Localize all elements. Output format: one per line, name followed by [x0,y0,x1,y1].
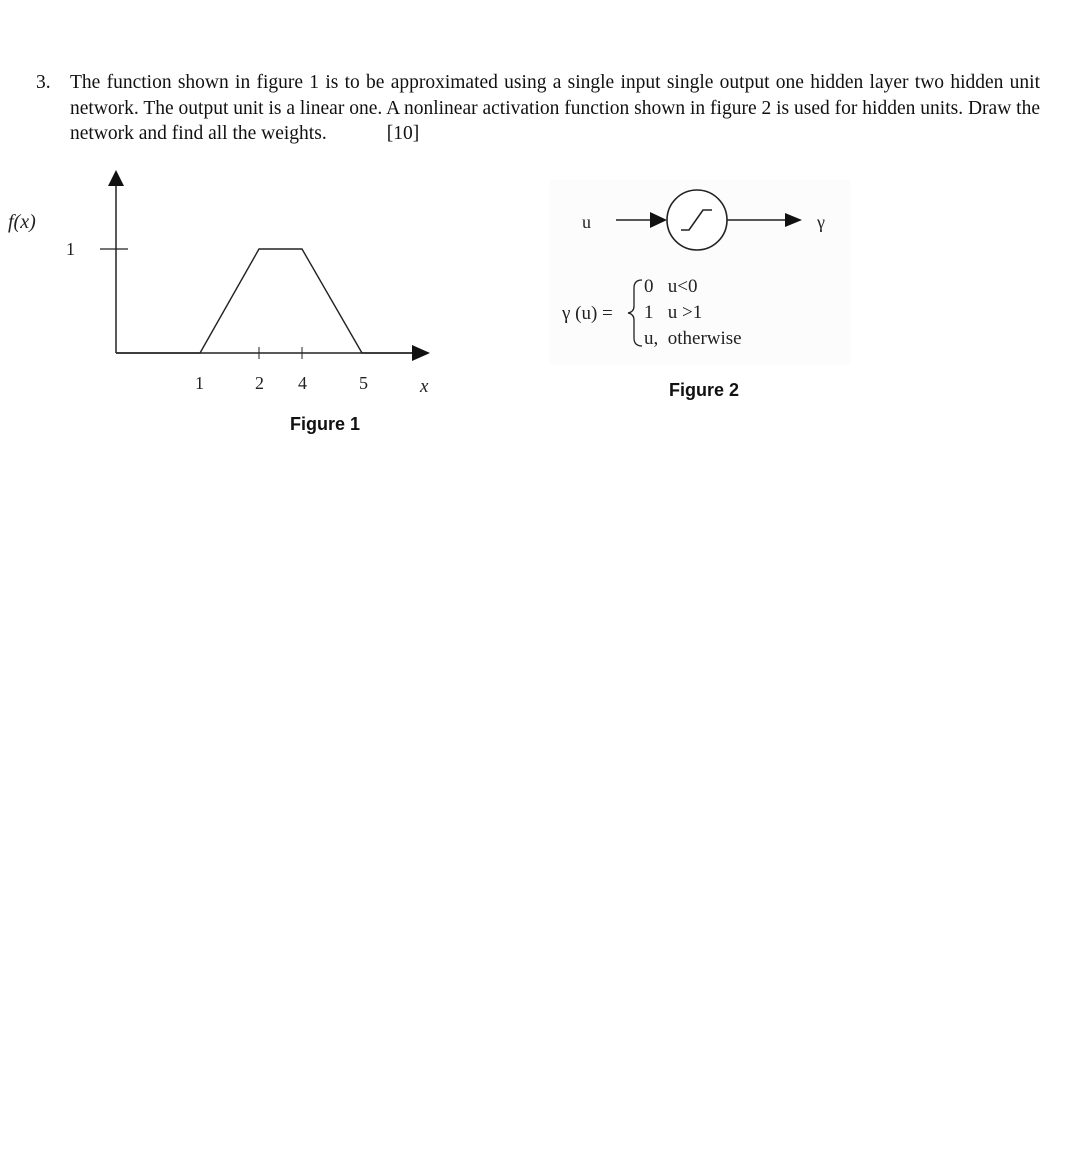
question-text: The function shown in figure 1 is to be approximated using a single input single output one hidden layer two hidden unit network. The output unit is a linear one. A nonlinear activation function shown in figure 2 is used for hidden units. Draw the network and find all the weights. [70,72,1040,144]
x-tick-label-1: 1 [195,373,204,393]
x-axis-arrow [412,345,430,361]
figure-1-chart [0,160,470,400]
x-tick-label-4: 4 [298,373,307,393]
y-axis-label: f(x) [8,211,36,233]
formula-case-3: u, otherwise [644,328,742,349]
function-line [116,249,412,353]
x-axis-label: x [420,376,429,397]
y-axis-arrow [108,170,124,186]
formula-case-1: 0 u<0 [644,276,698,297]
neuron-unit [667,190,727,250]
formula-case-2: 1 u >1 [644,302,703,323]
x-tick-label-2: 2 [255,373,264,393]
x-tick-label-5: 5 [359,373,368,393]
question-text-block [70,70,1040,147]
figure-2-caption: Figure 2 [669,380,740,400]
figure-2-diagram [550,180,850,365]
question-marks: [10] [386,123,420,144]
output-label: γ [817,212,825,232]
formula-lhs: γ (u) = [562,303,613,324]
y-tick-label: 1 [66,239,75,259]
question-number: 3. [36,72,51,93]
input-label: u [582,212,591,232]
figure-1-caption: Figure 1 [290,414,361,434]
